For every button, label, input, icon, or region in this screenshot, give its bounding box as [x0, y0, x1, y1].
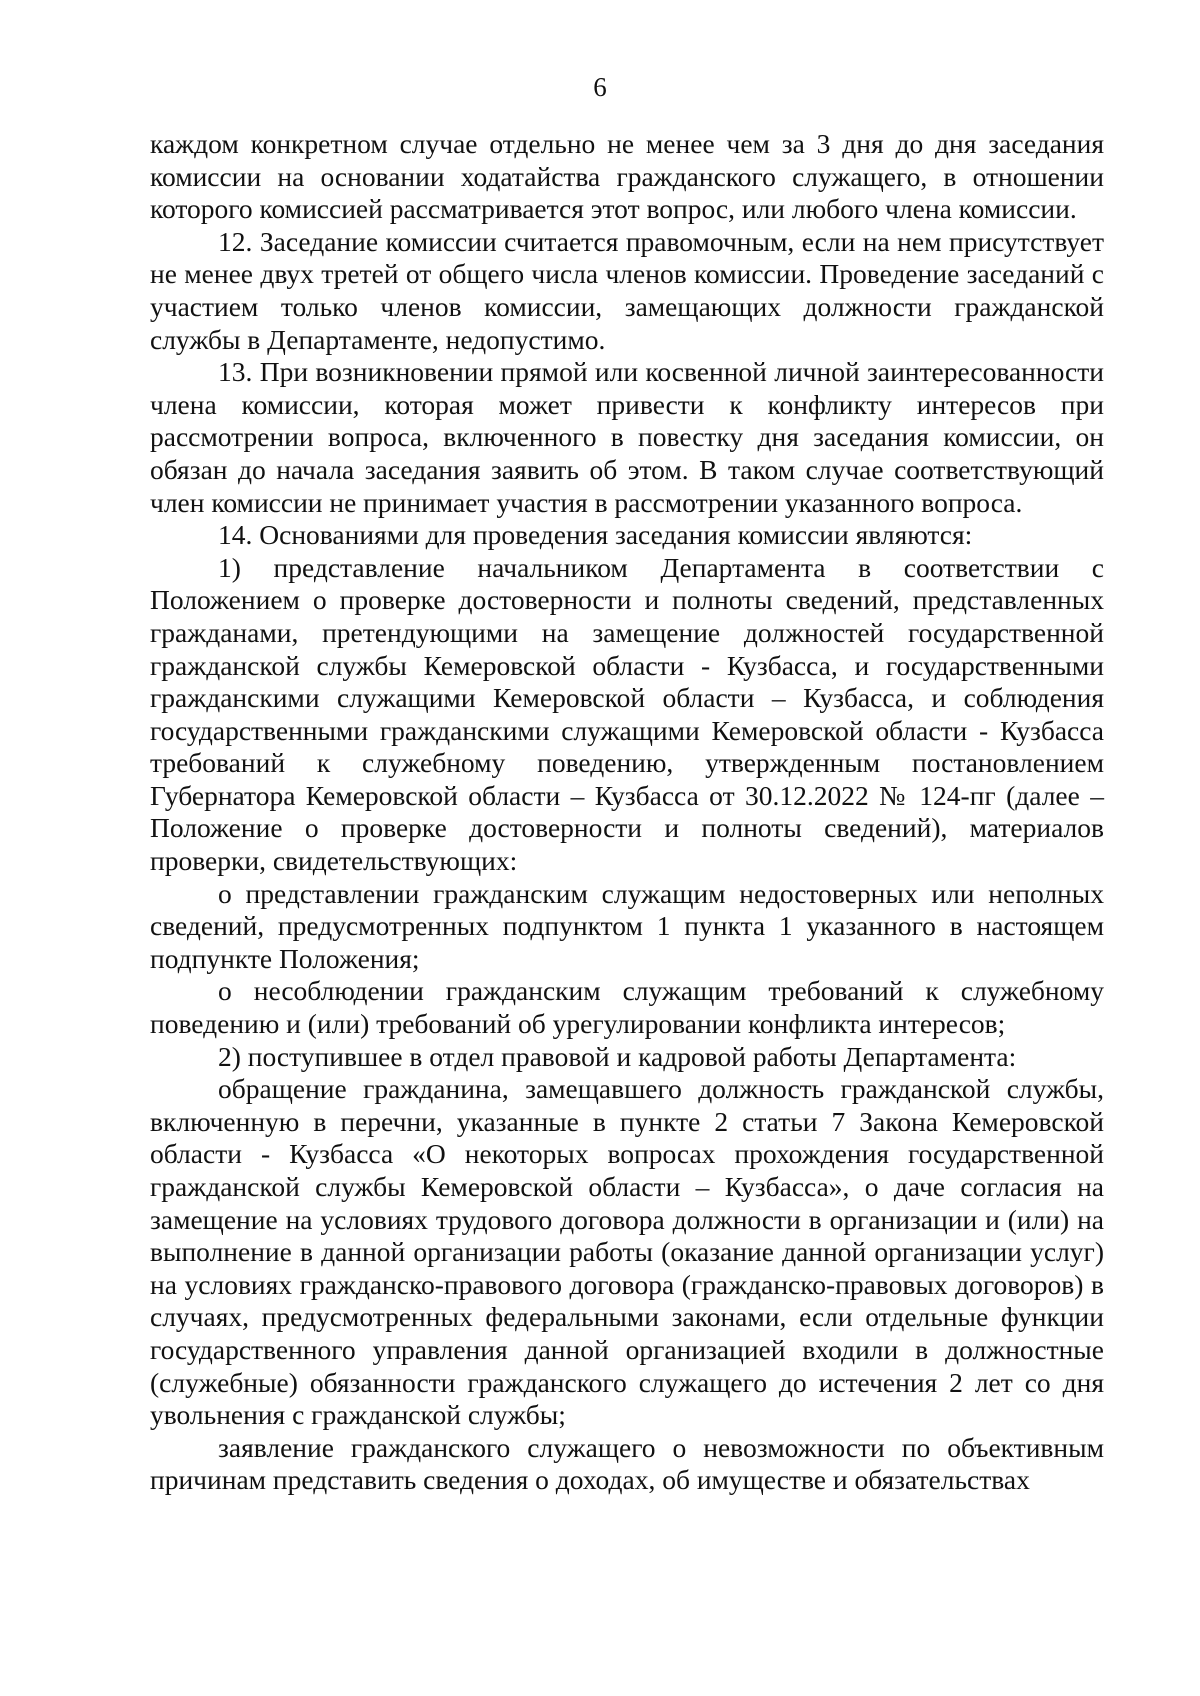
paragraph-14: 14. Основаниями для проведения заседания комиссии являются:: [218, 519, 973, 551]
paragraph-12: 12. Заседание комиссии считается правомочным, если на нем присутствует не менее двух третей от общего числа членов комиссии. Проведение заседаний с участием только членов комиссии, замещающих должности гражданской службы в Департаменте, недопустимо.: [150, 225, 1104, 355]
page-number: 6: [593, 72, 607, 102]
subparagraph-1-item-b: о несоблюдении гражданским служащим требований к служебному поведению и (или) требований об урегулировании конфликта интересов;: [150, 975, 1104, 1040]
subparagraph-2: 2) поступившее в отдел правовой и кадровой работы Департамента:: [218, 1040, 1017, 1072]
subparagraph-2-item-a: обращение гражданина, замещавшего должность гражданской службы, включенную в перечни, указанные в пункте 2 статьи 7 Закона Кемеровской области - Кузбасса «О некоторых вопросах прохождения государственной гражданской службы Кемеровской области – Кузбасса», о даче согласия на замещение на условиях трудового договора должности в организации и (или) на выполнение в данной организации работы (оказание данной организации услуг) на условиях гражданско-правового договора (гражданско-правовых договоров) в случаях, предусмотренных федеральными законами, если отдельные функции государственного управления данной организацией входили в должностные (служебные) обязанности гражданского служащего до истечения 2 лет со дня увольнения с гражданской службы;: [150, 1073, 1104, 1431]
subparagraph-1: 1) представление начальником Департамента в соответствии с Положением о проверке достоверности и полноты сведений, представленных гражданами, претендующими на замещение должностей государственной гражданской службы Кемеровской области - Кузбасса, и государственными гражданскими служащими Кемеровской области – Кузбасса, и соблюдения государственными гражданскими служащими Кемеровской области - Кузбасса требований к служебному поведению, утвержденным постановлением Губернатора Кемеровской области – Кузбасса от 30.12.2022 № 124-пг (далее – Положение о проверке достоверности и полноты сведений), материалов проверки, свидетельствующих:: [150, 551, 1104, 877]
subparagraph-1-item-a: о представлении гражданским служащим недостоверных или неполных сведений, предусмотренных подпунктом 1 пункта 1 указанного в настоящем подпункте Положения;: [150, 877, 1104, 974]
subparagraph-2-item-b: заявление гражданского служащего о невозможности по объективным причинам представить сведения о доходах, об имуществе и обязательствах: [150, 1431, 1104, 1496]
paragraph-continuation: каждом конкретном случае отдельно не менее чем за 3 дня до дня заседания комиссии на основании ходатайства гражданского служащего, в отношении которого комиссией рассматривается этот вопрос, или любого члена комиссии.: [150, 128, 1104, 225]
document-body: [150, 128, 1104, 1497]
paragraph-13: 13. При возникновении прямой или косвенной личной заинтересованности члена комиссии, которая может привести к конфликту интересов при рассмотрении вопроса, включенного в повестку дня заседания комиссии, он обязан до начала заседания заявить об этом. В таком случае соответствующий член комиссии не принимает участия в рассмотрении указанного вопроса.: [150, 356, 1104, 518]
